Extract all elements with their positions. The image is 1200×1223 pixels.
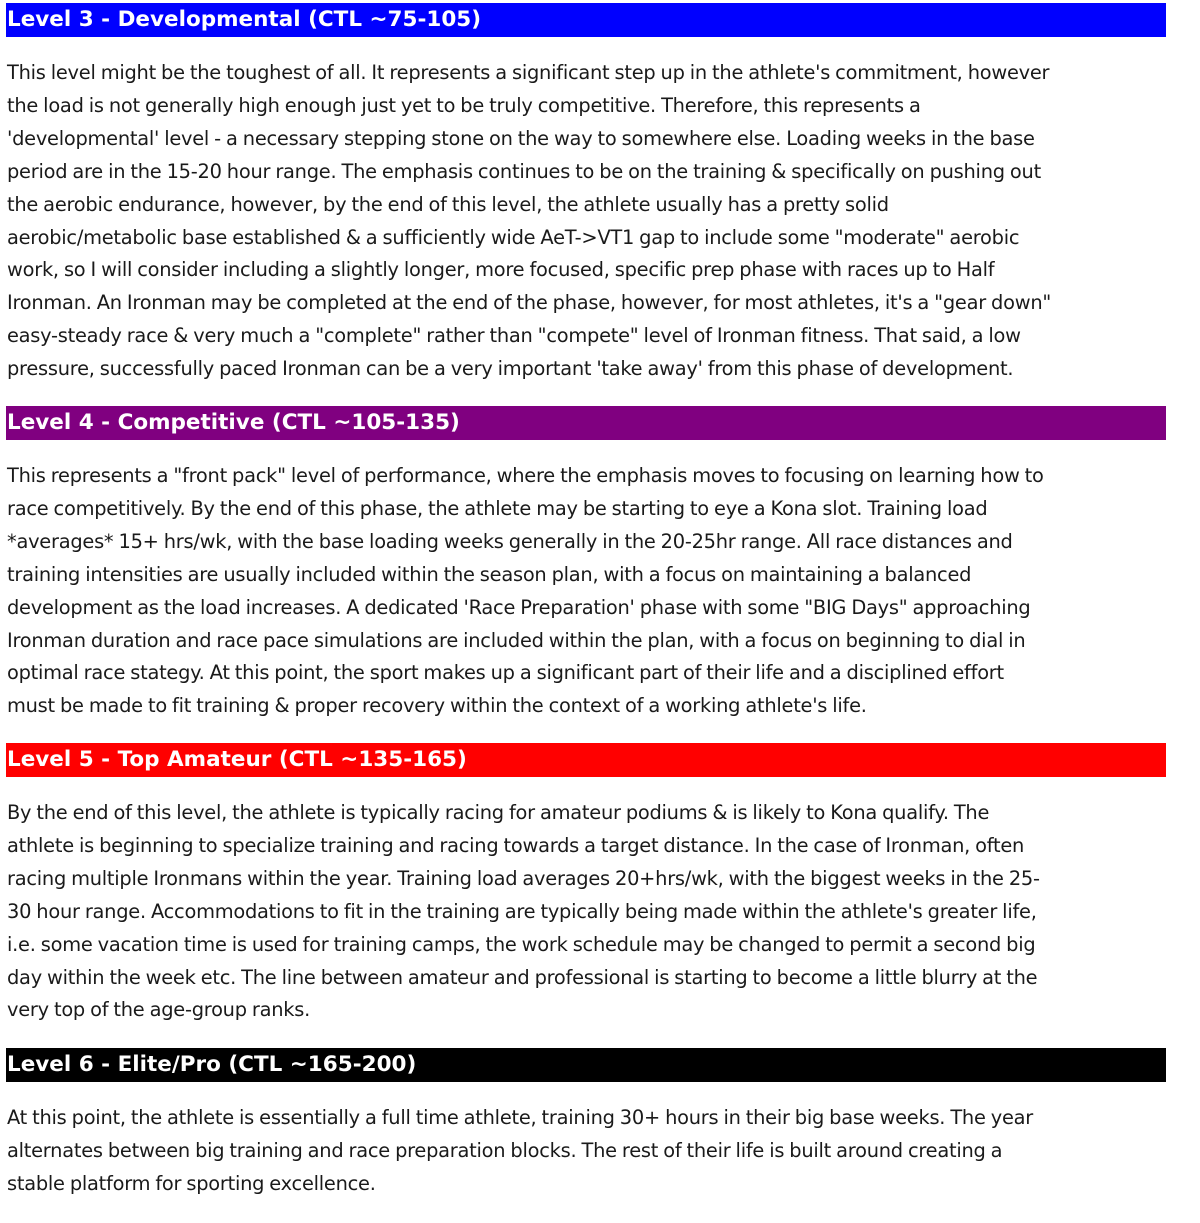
text-line: This level might be the toughest of all. It represents a significant step up in the athlete's commitment, however [7, 61, 1050, 84]
section-heading-level-6: Level 6 - Elite/Pro (CTL ~165-200) [6, 1048, 1166, 1082]
text-line: aerobic/metabolic base established & a sufficiently wide AeT->VT1 gap to include some "moderate" aerobic [7, 225, 1020, 249]
section-body-level-5 [7, 797, 1187, 1027]
text-line: optimal race stategy. At this point, the sport makes up a significant part of their life and a disciplined effort [7, 661, 1004, 685]
text-line: By the end of this level, the athlete is typically racing for amateur podiums & is likely to Kona qualify. The [7, 801, 990, 824]
text-line: Ironman duration and race pace simulations are included within the plan, with a focus on beginning to dial in [7, 628, 1026, 652]
text-line: easy-steady race & very much a "complete" rather than "compete" level of Ironman fitness. That said, a low [7, 324, 1021, 348]
section-body-level-3 [7, 57, 1187, 386]
section-body-level-6 [7, 1102, 1187, 1201]
text-line: the load is not generally high enough just yet to be truly competitive. Therefore, this represents a [7, 93, 921, 117]
text-line: stable platform for sporting excellence. [7, 1171, 376, 1195]
text-line: This represents a "front pack" level of performance, where the emphasis moves to focusing on learning how to [7, 464, 1044, 487]
section-heading-level-5: Level 5 - Top Amateur (CTL ~135-165) [6, 743, 1166, 777]
text-line: day within the week etc. The line between amateur and professional is starting to become a little blurry at the [7, 965, 1038, 989]
text-line: development as the load increases. A dedicated 'Race Preparation' phase with some "BIG Days" approaching [7, 595, 1031, 619]
text-line: alternates between big training and race preparation blocks. The rest of their life is built around creating a [7, 1138, 1003, 1162]
section-body-level-4 [7, 460, 1187, 723]
text-line: very top of the age-group ranks. [7, 998, 311, 1022]
text-line: training intensities are usually included within the season plan, with a focus on maintaining a balanced [7, 562, 972, 586]
text-line: race competitively. By the end of this phase, the athlete may be starting to eye a Kona slot. Training load [7, 496, 988, 520]
text-line: 30 hour range. Accommodations to fit in the training are typically being made within the athlete's greater life, [7, 899, 1037, 923]
text-line: Ironman. An Ironman may be completed at the end of the phase, however, for most athletes, it's a "gear down" [7, 291, 1052, 315]
section-heading-level-3: Level 3 - Developmental (CTL ~75-105) [6, 3, 1166, 37]
text-line: At this point, the athlete is essentially a full time athlete, training 30+ hours in their big base weeks. The year [7, 1106, 1034, 1129]
text-line: *averages* 15+ hrs/wk, with the base loading weeks generally in the 20-25hr range. All race distances and [7, 529, 1013, 553]
text-line: 'developmental' level - a necessary stepping stone on the way to somewhere else. Loading weeks in the base [7, 126, 1035, 150]
text-line: the aerobic endurance, however, by the end of this level, the athlete usually has a pretty solid [7, 192, 889, 216]
text-line: period are in the 15-20 hour range. The emphasis continues to be on the training & specifically on pushing out [7, 159, 1041, 183]
text-line: i.e. some vacation time is used for training camps, the work schedule may be changed to permit a second big [7, 932, 1036, 956]
text-line: pressure, successfully paced Ironman can be a very important 'take away' from this phase of development. [7, 357, 1014, 381]
text-line: must be made to fit training & proper recovery within the context of a working athlete's life. [7, 694, 867, 718]
text-line: work, so I will consider including a slightly longer, more focused, specific prep phase with races up to Half [7, 258, 995, 282]
section-heading-level-4: Level 4 - Competitive (CTL ~105-135) [6, 406, 1166, 440]
text-line: athlete is beginning to specialize training and racing towards a target distance. In the case of Ironman, often [7, 833, 1025, 857]
text-line: racing multiple Ironmans within the year. Training load averages 20+hrs/wk, with the biggest weeks in the 25- [7, 866, 1040, 890]
